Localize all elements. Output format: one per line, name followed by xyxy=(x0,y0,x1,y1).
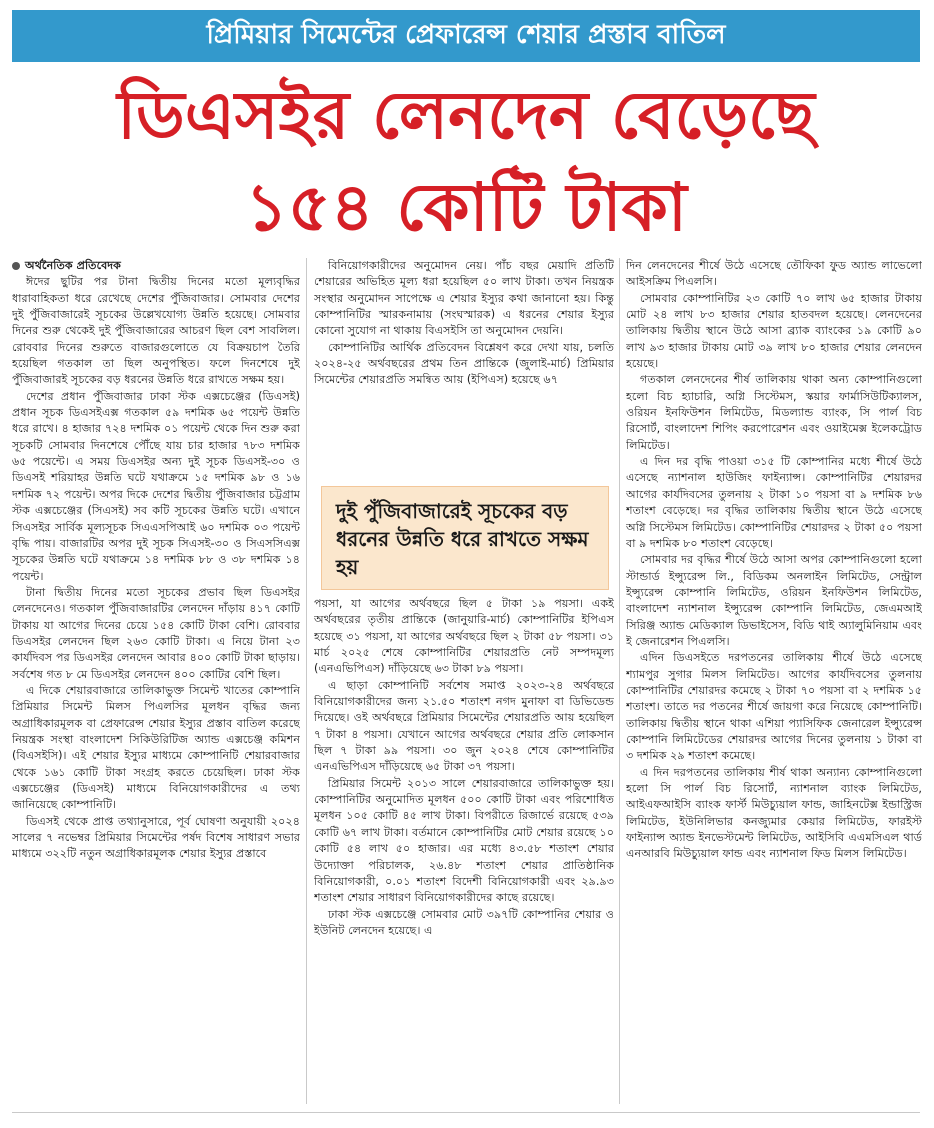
paragraph: ঢাকা স্টক এক্সচেঞ্জে সোমবার মোট ৩৯৭টি কোম্পানির শেয়ার ও ইউনিট লেনদেন হয়েছে। এ xyxy=(314,907,614,937)
paragraph: সোমবার দর বৃদ্ধির শীর্ষে উঠে আসা অপর কোম্পানিগুলো হলো স্টান্ডার্ড ইন্স্যুরেন্স লি., বিডিকম অনলাইন লিমিটেড, সেন্ট্রাল ইন্স্যুরেন্স কোম্পানি লিমিটেড, ওরিয়ন ইনফিউশন লিমিটেড, বাংলাদেশ ন্যাশনাল ইন্স্যুরেন্স কোম্পানি লিমিটেড, জেএমআই সিরিঞ্জ অ্যান্ড মেডিক্যাল ডিভাইসেস, বিডি থাই অ্যালুমিনিয়াম এবং ই জেনারেশন পিএলসি। xyxy=(626,553,922,648)
paragraph: এদিন ডিএসইতে দরপতনের তালিকায় শীর্ষে উঠে এসেছে শ্যামপুর সুগার মিলস লিমিটেড। আগের কার্যদিবসের তুলনায় কোম্পানিটির শেয়ারদর কমেছে ২ টাকা ৭০ পয়সা বা ২ দশমিক ১৫ শতাংশ। তাতে দর পতনের শীর্ষে জায়গা করে নিয়েছে কোম্পানিটি। তালিকায় দ্বিতীয় স্থানে থাকা এশিয়া প্যাসিফিক জেনারেল ইন্স্যুরেন্স কোম্পানি লিমিটেডের শেয়ারদর আগের দিনের তুলনায় ১ টাকা বা ৩ দশমিক ২৯ শতাংশ কমেছে। xyxy=(626,651,922,763)
paragraph: বিনিয়োগকারীদের অনুমোদন নেয়। পাঁচ বছর মেয়াদি প্রতিটি শেয়ারের অভিহিত মূল্য ধরা হয়েছিল ৫০ লাখ টাকা। তখন নিয়ন্ত্রক সংস্থার অনুমোদন সাপেক্ষে এ শেয়ার ইস্যুর কথা জানানো হয়। কিন্তু কোম্পানিটির স্মারকনামায় (সংঘস্মারক) এ ধরনের শেয়ার ইস্যুর কোনো সুযোগ না থাকায় বিএসইসি তা অনুমোদন দেয়নি। xyxy=(314,259,614,338)
paragraph: ডিএসই থেকে প্রাপ্ত তথ্যানুসারে, পূর্ব ঘোষণা অনুযায়ী ২০২৪ সালের ৭ নভেম্বর প্রিমিয়ার সিমেন্টের পর্ষদ বিশেষ সাধারণ সভার মাধ্যমে ৩২২টি নতুন অগ্রাধিকারমূলক শেয়ার ইস্যুর প্রস্তাবে xyxy=(12,814,300,861)
pull-quote xyxy=(321,486,609,590)
paragraph: দিন লেনদেনের শীর্ষে উঠে এসেছে তৌফিকা ফুড অ্যান্ড লাভেলো আইসক্রিম পিএলসি। xyxy=(626,259,922,289)
paragraph: পয়সা, যা আগের অর্থবছরে ছিল ৫ টাকা ১৯ পয়সা। একই অর্থবছরের তৃতীয় প্রান্তিকে (জানুয়ারি-মার্চ) কোম্পানিটির ইপিএস হয়েছে ৩১ পয়সা, যা আগের অর্থবছরে ছিল ২ টাকা ৫৮ পয়সা। ৩১ মার্চ ২০২৫ শেষে কোম্পানিটির শেয়ারপ্রতি নেট সম্পদমূল্য (এনএভিপিএস) দাঁড়িয়েছে ৬৩ টাকা ৮৯ পয়সা। xyxy=(314,597,614,676)
column-divider xyxy=(306,258,307,1104)
headline xyxy=(12,68,920,252)
bottom-rule xyxy=(12,1112,920,1113)
paragraph: এ দিন দর বৃদ্ধি পাওয়া ৩১৫ টি কোম্পানির মধ্যে শীর্ষে উঠে এসেছে ন্যাশনাল হাউজিং ফাইন্যান্স। কোম্পানিটির শেয়ারদর আগের কার্যদিবসের তুলনায় ২ টাকা ১০ পয়সা বা ৯ দশমিক ৮৬ শতাংশ বেড়েছে। দর বৃদ্ধির তালিকায় দ্বিতীয় স্থানে উঠে এসেছে অগ্নি সিস্টেমস লিমিটেড। কোম্পানিটির শেয়ারদর ২ টাকা ৫০ পয়সা বা ৯ দশমিক ৮০ শতাংশ বেড়েছে। xyxy=(626,455,922,550)
byline-text: অর্থনৈতিক প্রতিবেদক xyxy=(25,259,121,272)
paragraph: এ দিকে শেয়ারবাজারে তালিকাভুক্ত সিমেন্ট খাতের কোম্পানি প্রিমিয়ার সিমেন্ট মিলস পিএলসির মূলধন বৃদ্ধির জন্য অগ্রাধিকারমূলক বা প্রেফারেন্স শেয়ার ইস্যুর প্রস্তাব বাতিল করেছে নিয়ন্ত্রক সংস্থা বাংলাদেশ সিকিউরিটিজ অ্যান্ড এক্সচেঞ্জ কমিশন (বিএসইসি)। এই শেয়ার ইস্যুর মাধ্যমে কোম্পানিটি শেয়ারবাজার থেকে ১৬১ কোটি টাকা সংগ্রহ করতে চেয়েছিল। ঢাকা স্টক এক্সচেঞ্জের (ডিএসই) মাধ্যমে বিনিয়োগকারীদের এ তথ্য জানিয়েছে কোম্পানিটি। xyxy=(12,683,300,812)
paragraph: এ ছাড়া কোম্পানিটি সর্বশেষ সমাপ্ত ২০২৩-২৪ অর্থবছরে বিনিয়োগকারীদের জন্য ২১.৫০ শতাংশ নগদ মুনাফা বা ডিভিডেন্ড দিয়েছে। ওই অর্থবছরে প্রিমিয়ার সিমেন্টের শেয়ারপ্রতি আয় হয়েছিল ৭ টাকা ৪ পয়সা। যেখানে আগের অর্থবছরে শেয়ার প্রতি লোকসান ছিল ৭ টাকা ৯৯ পয়সা। ৩০ জুন ২০২৪ শেষে কোম্পানিটির এনএভিপিএস দাঁড়িয়েছে ৬৫ টাকা ৩৭ পয়সা। xyxy=(314,678,614,774)
paragraph: কোম্পানিটির আর্থিক প্রতিবেদন বিশ্লেষণ করে দেখা যায়, চলতি ২০২৪-২৫ অর্থবছরের প্রথম তিন প্রান্তিকে (জুলাই-মার্চ) প্রিমিয়ার সিমেন্টের শেয়ারপ্রতি সমন্বিত আয় (ইপিএস) হয়েছে ৬৭ xyxy=(314,340,614,387)
pull-quote-text: দুই পুঁজিবাজারেই সূচকের বড় ধরনের উন্নতি ধরে রাখতে সক্ষম হয় xyxy=(336,499,589,579)
paragraph: দেশের প্রধান পুঁজিবাজার ঢাকা স্টক এক্সচেঞ্জের (ডিএসই) প্রধান সূচক ডিএসইএক্স গতকাল ৫৯ দশমিক ৬৫ পয়েন্ট উন্নতি ধরে রাখে। ৪ হাজার ৭২৪ দশমিক ০১ পয়েন্ট থেকে দিন শুরু করা সূচকটি সোমবার দিনশেষে পৌঁছে যায় চার হাজার ৭৮৩ দশমিক ৬৫ পয়েন্টে। এ সময় ডিএসইর অন্য দুই সূচক ডিএসই-৩০ ও ডিএসই শরিয়াহর উন্নতি ঘটে যথাক্রমে ১৫ দশমিক ৯৮ ও ১৬ দশমিক ৭২ পয়েন্ট। অপর দিকে দেশের দ্বিতীয় পুঁজিবাজার চট্টগ্রাম স্টক এক্সচেঞ্জের (সিএসই) সব কটি সূচকের উন্নতি ঘটে। এখানে সিএসইর সার্বিক মূল্যসূচক সিএএসপিআই ৬০ দশমিক ০৩ পয়েন্ট বৃদ্ধি পায়। বাজারটির অপর দুই সূচক সিএসই-৩০ ও সিএসসিএক্স সূচকের উন্নতি ঘটে যথাক্রমে ১৪ দশমিক ৮৮ ও ৩৮ দশমিক ১৪ পয়েন্ট। xyxy=(12,389,300,583)
kicker-banner xyxy=(12,10,920,62)
article-column-1 xyxy=(12,258,300,1100)
headline-line-2: ১৫৪ কোটি টাকা xyxy=(245,169,687,246)
paragraph: টানা দ্বিতীয় দিনের মতো সূচকের প্রভাব ছিল ডিএসইর লেনদেনেও। গতকাল পুঁজিবাজারটির লেনদেন দাঁড়ায় ৪১৭ কোটি টাকায় যা আগের দিনের চেয়ে ১৫৪ কোটি টাকা বেশি। রোববার ডিএসইর লেনদেন ছিল ২৬৩ কোটি টাকা। এ নিয়ে টানা ২৩ কার্যদিবস পর ডিএসইর লেনদেন আবার ৪০০ কোটি টাকা ছাড়ায়। সর্বশেষ গত ৮ মে ডিএসইর লেনদেন ৪০০ কোটির বেশি ছিল। xyxy=(12,585,300,681)
paragraph: ঈদের ছুটির পর টানা দ্বিতীয় দিনের মতো মূল্যবৃদ্ধির ধারাবাহিকতা ধরে রেখেছে দেশের পুঁজিবাজার। সোমবার দেশের দুই পুঁজিবাজারেই সূচকের উল্লেখযোগ্য উন্নতি হয়েছে। সোমবার দিনের শুরু থেকেই দুই পুঁজিবাজারের আচরণ ছিল বেশ সাবলিল। রোববার দিনের শুরুতে বাজারগুলোতে যে বিক্রয়চাপ তৈরি হয়েছিল গতকাল তা ছিল অনুপস্থিত। ফলে দিনশেষে দুই পুঁজিবাজারই সূচকের বড় ধরনের উন্নতি ধরে রাখতে সক্ষম হয়। xyxy=(12,275,300,387)
column-divider xyxy=(619,258,620,1104)
headline-line-1: ডিএসইর লেনদেন বেড়েছে xyxy=(117,77,815,154)
article-column-2-bottom xyxy=(314,596,614,1100)
paragraph: এ দিন দরপতনের তালিকায় শীর্ষ থাকা অন্যান্য কোম্পানিগুলো হলো সি পার্ল বিচ রিসোর্ট, ন্যাশনাল ব্যাংক লিমিটেড, আইএফআইসি ব্যাংক ফার্স্ট মিউচ্যুয়াল ফান্ড, জাহিনটেক্স ইন্ডাস্ট্রিজ লিমিটেড, ইউনিলিভার কনজ্যুমার কেয়ার লিমিটেড, ফারইস্ট ফাইন্যান্স অ্যান্ড ইনভেস্টমেন্ট লিমিটেড, আইসিবি এএমসিএল থার্ড এনআরবি মিউচ্যুয়াল ফান্ড এবং ন্যাশনাল ফিড মিলস লিমিটেড। xyxy=(626,765,922,861)
article-column-2-top xyxy=(314,258,614,478)
article-column-3 xyxy=(626,258,922,1100)
byline xyxy=(12,258,300,274)
bullet-icon xyxy=(12,262,20,270)
kicker-text: প্রিমিয়ার সিমেন্টের প্রেফারেন্স শেয়ার প্রস্তাব বাতিল xyxy=(206,20,726,50)
paragraph: গতকাল লেনদেনের শীর্ষ তালিকায় থাকা অন্য কোম্পানিগুলো হলো বিচ হ্যাচারি, অগ্নি সিস্টেমস, স্কয়ার ফার্মাসিউটিক্যালস, ওরিয়ন ইনফিউশন লিমিটেড, মিডল্যান্ড ব্যাংক, সি পার্ল বিচ রিসোর্ট, বাংলাদেশ শিপিং করপোরেশন এবং ওয়াইমেক্স ইলেকট্রোড লিমিটেড। xyxy=(626,373,922,452)
paragraph: প্রিমিয়ার সিমেন্ট ২০১৩ সালে শেয়ারবাজারে তালিকাভুক্ত হয়। কোম্পানিটির অনুমোদিত মূলধন ৫০০ কোটি টাকা এবং পরিশোধিত মূলধন ১০৫ কোটি ৪৫ লাখ টাকা। বিপরীতে রিজার্ভে রয়েছে ৫৩৯ কোটি ৬৭ লাখ টাকা। বর্তমানে কোম্পানিটির মোট শেয়ার রয়েছে ১০ কোটি ৫৪ লাখ ৫০ হাজার। এর মধ্যে ৪৩.৫৮ শতাংশ শেয়ার উদ্যোক্তা পরিচালক, ২৬.৪৮ শতাংশ শেয়ার প্রাতিষ্ঠানিক বিনিয়োগকারী, ০.০১ শতাংশ বিদেশী বিনিয়োগকারী এবং ২৯.৯৩ শতাংশ শেয়ার সাধারণ বিনিয়োগকারীদের কাছে রয়েছে। xyxy=(314,776,614,905)
paragraph: সোমবার কোম্পানিটির ২৩ কোটি ৭০ লাখ ৬৫ হাজার টাকায় মোট ২৪ লাখ ৮৩ হাজার শেয়ার হাতবদল হয়েছে। লেনদেনের তালিকায় দ্বিতীয় স্থানে উঠে আসা ব্র্যাক ব্যাংকের ১৯ কোটি ৯০ লাখ ৯৩ হাজার টাকায় মোট ৩৯ লাখ ৮০ হাজার শেয়ার লেনদেন হয়েছে। xyxy=(626,291,922,371)
